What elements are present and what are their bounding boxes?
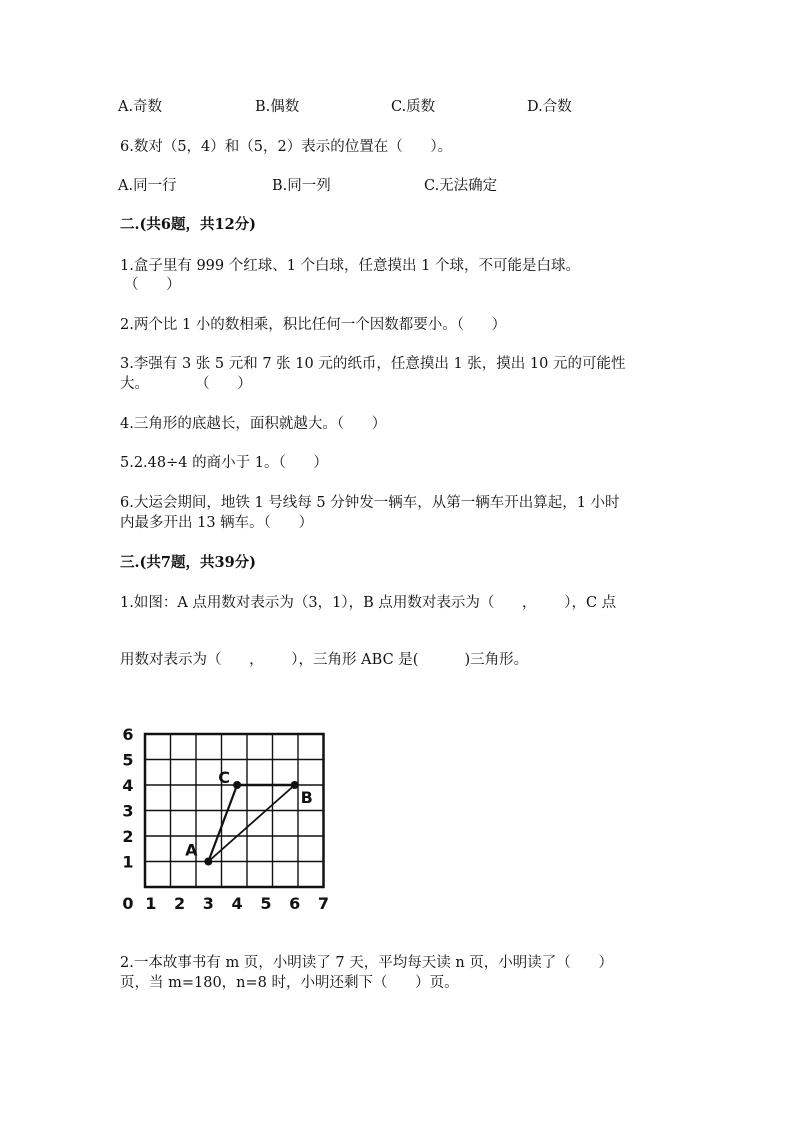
grid-points <box>185 768 313 866</box>
point-a <box>204 858 212 866</box>
y-tick-label: 4 <box>122 776 134 795</box>
x-tick-label: 4 <box>231 894 243 912</box>
q6-option-b: B.同一列 <box>272 178 331 194</box>
coordinate-grid-figure <box>115 722 355 912</box>
s2-question-5: 5.2.48÷4 的商小于 1。（ ） <box>120 455 328 471</box>
point-label-b: B <box>300 788 313 807</box>
s2-question-4: 4.三角形的底越长，面积就越大。（ ） <box>120 416 387 432</box>
x-tick-label: 2 <box>173 894 186 912</box>
y-tick-label: 2 <box>122 827 134 846</box>
x-tick-label: 0 <box>122 894 134 912</box>
point-label-a: A <box>185 840 198 860</box>
y-tick-label: 5 <box>122 750 134 770</box>
x-tick-labels <box>122 894 329 912</box>
s2-question-2: 2.两个比 1 小的数相乘，积比任何一个因数都要小。（ ） <box>120 317 507 333</box>
s2-question-6-line2: 内最多开出 13 辆车。（ ） <box>120 515 314 531</box>
point-label-c: C <box>218 768 231 787</box>
q5-option-d: D.合数 <box>527 99 572 115</box>
s3-question-1-line2: 用数对表示为（ ， ），三角形 ABC 是( )三角形。 <box>120 652 529 668</box>
s3-question-1-line1: 1.如图：A 点用数对表示为（3，1），B 点用数对表示为（ ， ），C 点 <box>120 595 617 611</box>
q6-option-c: C.无法确定 <box>424 178 498 194</box>
s3-question-2-line2: 页，当 m=180，n=8 时，小明还剩下（ ）页。 <box>120 975 459 991</box>
y-tick-label: 6 <box>122 725 134 744</box>
question-6: 6.数对（5，4）和（5，2）表示的位置在（ ）。 <box>120 139 453 155</box>
section-2-title: 二.(共6题，共12分) <box>120 216 257 233</box>
grid-lines <box>145 734 324 887</box>
point-c <box>233 781 241 789</box>
q5-option-a: A.奇数 <box>118 99 163 115</box>
q5-option-b: B.偶数 <box>255 99 300 115</box>
s2-question-3-line1: 3.李强有 3 张 5 元和 7 张 10 元的纸币，任意摸出 1 张，摸出 10 元的可能性 <box>120 356 626 372</box>
q6-option-a: A.同一行 <box>118 178 177 194</box>
section-3-title: 三.(共7题，共39分) <box>120 554 257 571</box>
point-b <box>291 781 299 789</box>
s2-question-1-line1: 1.盒子里有 999 个红球、1 个白球，任意摸出 1 个球，不可能是白球。 <box>120 258 581 274</box>
s2-question-3-line2: 大。 （ ） <box>120 376 252 392</box>
x-tick-label: 6 <box>289 894 301 912</box>
x-tick-label: 1 <box>145 894 157 912</box>
x-tick-label: 7 <box>317 894 330 912</box>
y-tick-label: 1 <box>122 852 134 872</box>
y-tick-label: 3 <box>122 801 134 821</box>
q5-option-c: C.质数 <box>391 99 436 115</box>
x-tick-label: 5 <box>260 894 272 912</box>
segment-ac <box>208 785 237 862</box>
s2-question-1-line2: （ ） <box>124 277 181 293</box>
s3-question-2-line1: 2.一本故事书有 m 页，小明读了 7 天，平均每天读 n 页，小明读了（ ） <box>120 955 613 971</box>
y-tick-labels <box>122 725 133 872</box>
s2-question-6-line1: 6.大运会期间，地铁 1 号线每 5 分钟发一辆车，从第一辆车开出算起，1 小时 <box>120 495 620 511</box>
x-tick-label: 3 <box>202 894 214 912</box>
